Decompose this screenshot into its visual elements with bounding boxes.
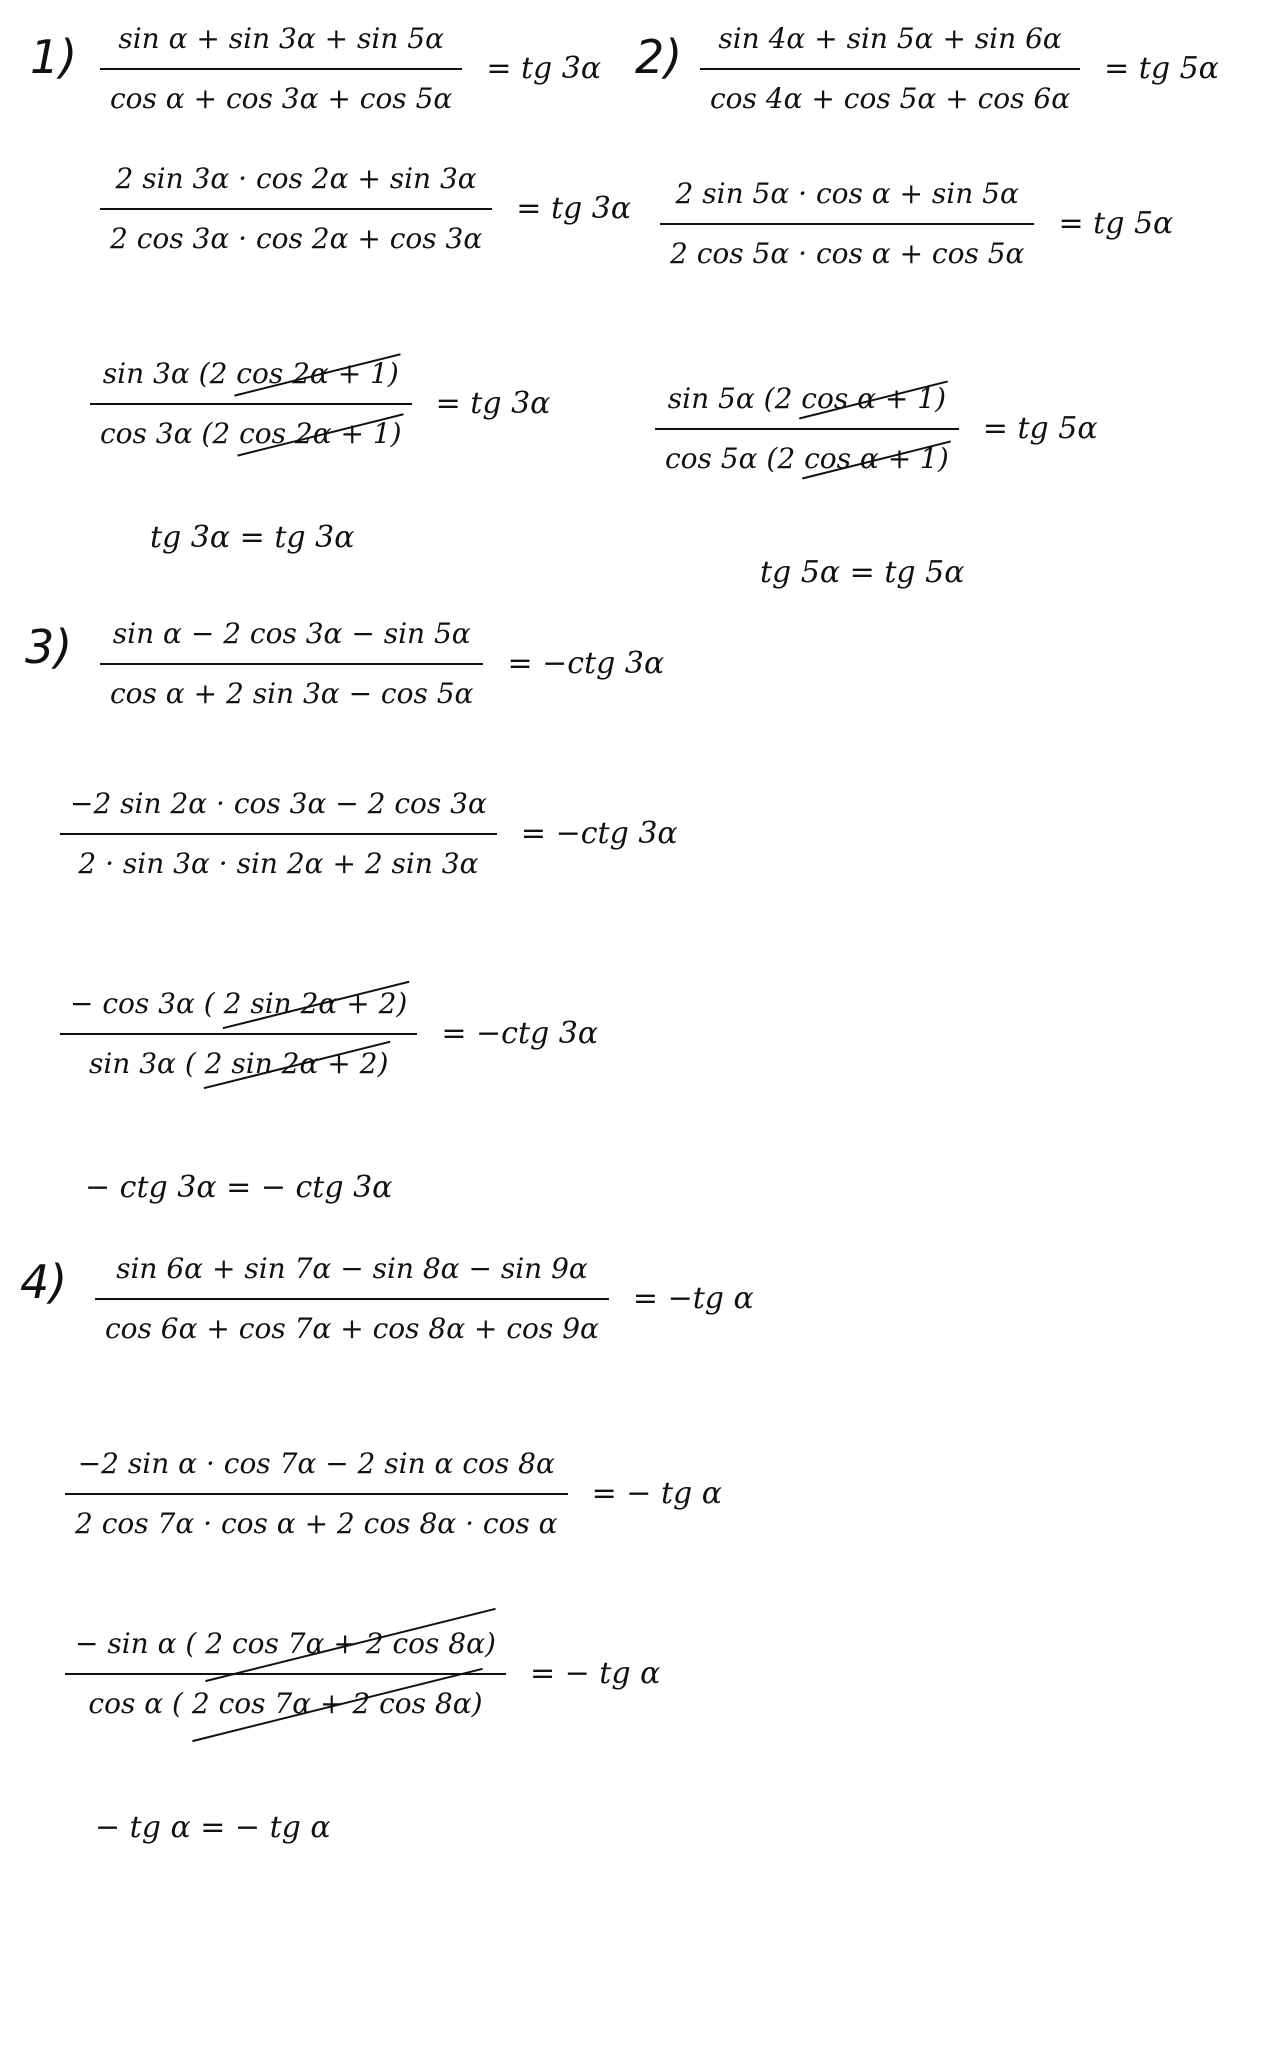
cancelled-term: 2 sin 2α + 2) [205, 1045, 389, 1083]
cancelled-term: 2 sin 2α + 2) [224, 985, 408, 1023]
fraction [60, 985, 417, 1083]
problem-3-step-2 [60, 985, 598, 1083]
fraction [660, 175, 1034, 273]
fraction [90, 355, 412, 453]
problem-2-result: tg 5α = tg 5α [760, 555, 965, 590]
denominator: 2 · sin 3α · sin 2α + 2 sin 3α [78, 846, 479, 880]
problem-1-given [100, 20, 601, 118]
factor: − sin α ( [75, 1627, 206, 1660]
problem-3-step-1 [60, 785, 678, 883]
right-hand-side: = tg 3α [435, 386, 551, 422]
problem-4-given [95, 1250, 754, 1348]
numerator: −2 sin α · cos 7α − 2 sin α cos 8α [77, 1447, 555, 1480]
fraction [700, 20, 1080, 118]
right-hand-side: = −ctg 3α [441, 1016, 599, 1052]
problem-4-step-1 [65, 1445, 722, 1543]
fraction [95, 1250, 609, 1348]
numerator: sin 4α + sin 5α + sin 6α [718, 22, 1062, 55]
factor: cos 3α (2 [100, 416, 240, 450]
fraction [65, 1445, 568, 1543]
denominator: 2 cos 5α · cos α + cos 5α [670, 236, 1025, 270]
fraction-bar [100, 663, 483, 665]
factor: sin 5α (2 [667, 382, 802, 415]
cancelled-term: cos α + 1) [801, 380, 946, 418]
denominator [79, 1045, 398, 1083]
denominator: cos 6α + cos 7α + cos 8α + cos 9α [105, 1311, 599, 1345]
fraction-bar [65, 1673, 506, 1675]
problem-1-step-1 [100, 160, 631, 258]
problem-2-step-1 [660, 175, 1173, 273]
right-hand-side: = −ctg 3α [520, 816, 678, 852]
numerator: sin α − 2 cos 3α − sin 5α [112, 617, 471, 650]
fraction-bar [90, 403, 412, 405]
numerator: sin 6α + sin 7α − sin 8α − sin 9α [116, 1252, 588, 1285]
fraction-bar [660, 223, 1034, 225]
denominator [90, 415, 412, 453]
fraction-bar [60, 1033, 417, 1035]
factor: cos α ( [88, 1686, 192, 1720]
fraction [655, 380, 959, 478]
problem-1-result: tg 3α = tg 3α [150, 520, 355, 555]
problem-3-result: − ctg 3α = − ctg 3α [85, 1170, 393, 1205]
problem-2-label: 2) [635, 30, 683, 84]
fraction-bar [700, 68, 1080, 70]
problem-1-label: 1) [30, 30, 78, 84]
denominator: cos α + 2 sin 3α − cos 5α [110, 676, 474, 710]
right-hand-side: = tg 5α [982, 411, 1098, 447]
cancelled-term: cos 2α + 1) [236, 355, 399, 393]
denominator: 2 cos 7α · cos α + 2 cos 8α · cos α [75, 1506, 558, 1540]
numerator: sin α + sin 3α + sin 5α [118, 22, 444, 55]
numerator: 2 sin 3α · cos 2α + sin 3α [115, 162, 477, 195]
problem-2-step-2 [655, 380, 1098, 478]
right-hand-side: = −tg α [632, 1281, 754, 1317]
numerator [658, 380, 956, 418]
problem-3-given [100, 615, 664, 713]
right-hand-side: = tg 5α [1058, 206, 1174, 242]
right-hand-side: = − tg α [529, 1656, 661, 1692]
problem-2-given [700, 20, 1219, 118]
problem-4-result: − tg α = − tg α [95, 1810, 331, 1845]
right-hand-side: = tg 5α [1104, 51, 1219, 87]
factor: cos 5α (2 [665, 441, 805, 475]
problem-3-label: 3) [25, 620, 73, 674]
factor: sin 3α ( [88, 1046, 205, 1080]
cancelled-term: 2 cos 7α + 2 cos 8α) [192, 1685, 483, 1723]
denominator: cos α + cos 3α + cos 5α [110, 81, 453, 115]
fraction-bar [95, 1298, 609, 1300]
fraction [100, 20, 462, 118]
fraction-bar [100, 208, 492, 210]
denominator: 2 cos 3α · cos 2α + cos 3α [110, 221, 483, 255]
fraction-bar [100, 68, 462, 70]
problem-1-step-2 [90, 355, 550, 453]
numerator [65, 1625, 506, 1663]
numerator: −2 sin 2α · cos 3α − 2 cos 3α [70, 787, 487, 820]
cancelled-term: cos 2α + 1) [239, 415, 402, 453]
cancelled-term: cos α + 1) [804, 440, 949, 478]
cancelled-term: 2 cos 7α + 2 cos 8α) [205, 1625, 496, 1663]
fraction [65, 1625, 506, 1723]
problem-4-label: 4) [20, 1255, 68, 1309]
denominator [655, 440, 959, 478]
numerator [60, 985, 417, 1023]
numerator: 2 sin 5α · cos α + sin 5α [675, 177, 1019, 210]
fraction-bar [60, 833, 497, 835]
right-hand-side: = tg 3α [516, 191, 632, 227]
right-hand-side: = − tg α [591, 1476, 722, 1512]
fraction [60, 785, 497, 883]
fraction-bar [65, 1493, 568, 1495]
fraction-bar [655, 428, 959, 430]
factor: sin 3α (2 [102, 357, 237, 390]
right-hand-side: = tg 3α [486, 51, 602, 87]
fraction [100, 615, 483, 713]
problem-4-step-2 [65, 1625, 660, 1723]
denominator [78, 1685, 492, 1723]
right-hand-side: = −ctg 3α [507, 646, 665, 682]
fraction [100, 160, 492, 258]
factor: − cos 3α ( [70, 987, 224, 1020]
denominator: cos 4α + cos 5α + cos 6α [710, 81, 1071, 115]
numerator [93, 355, 409, 393]
